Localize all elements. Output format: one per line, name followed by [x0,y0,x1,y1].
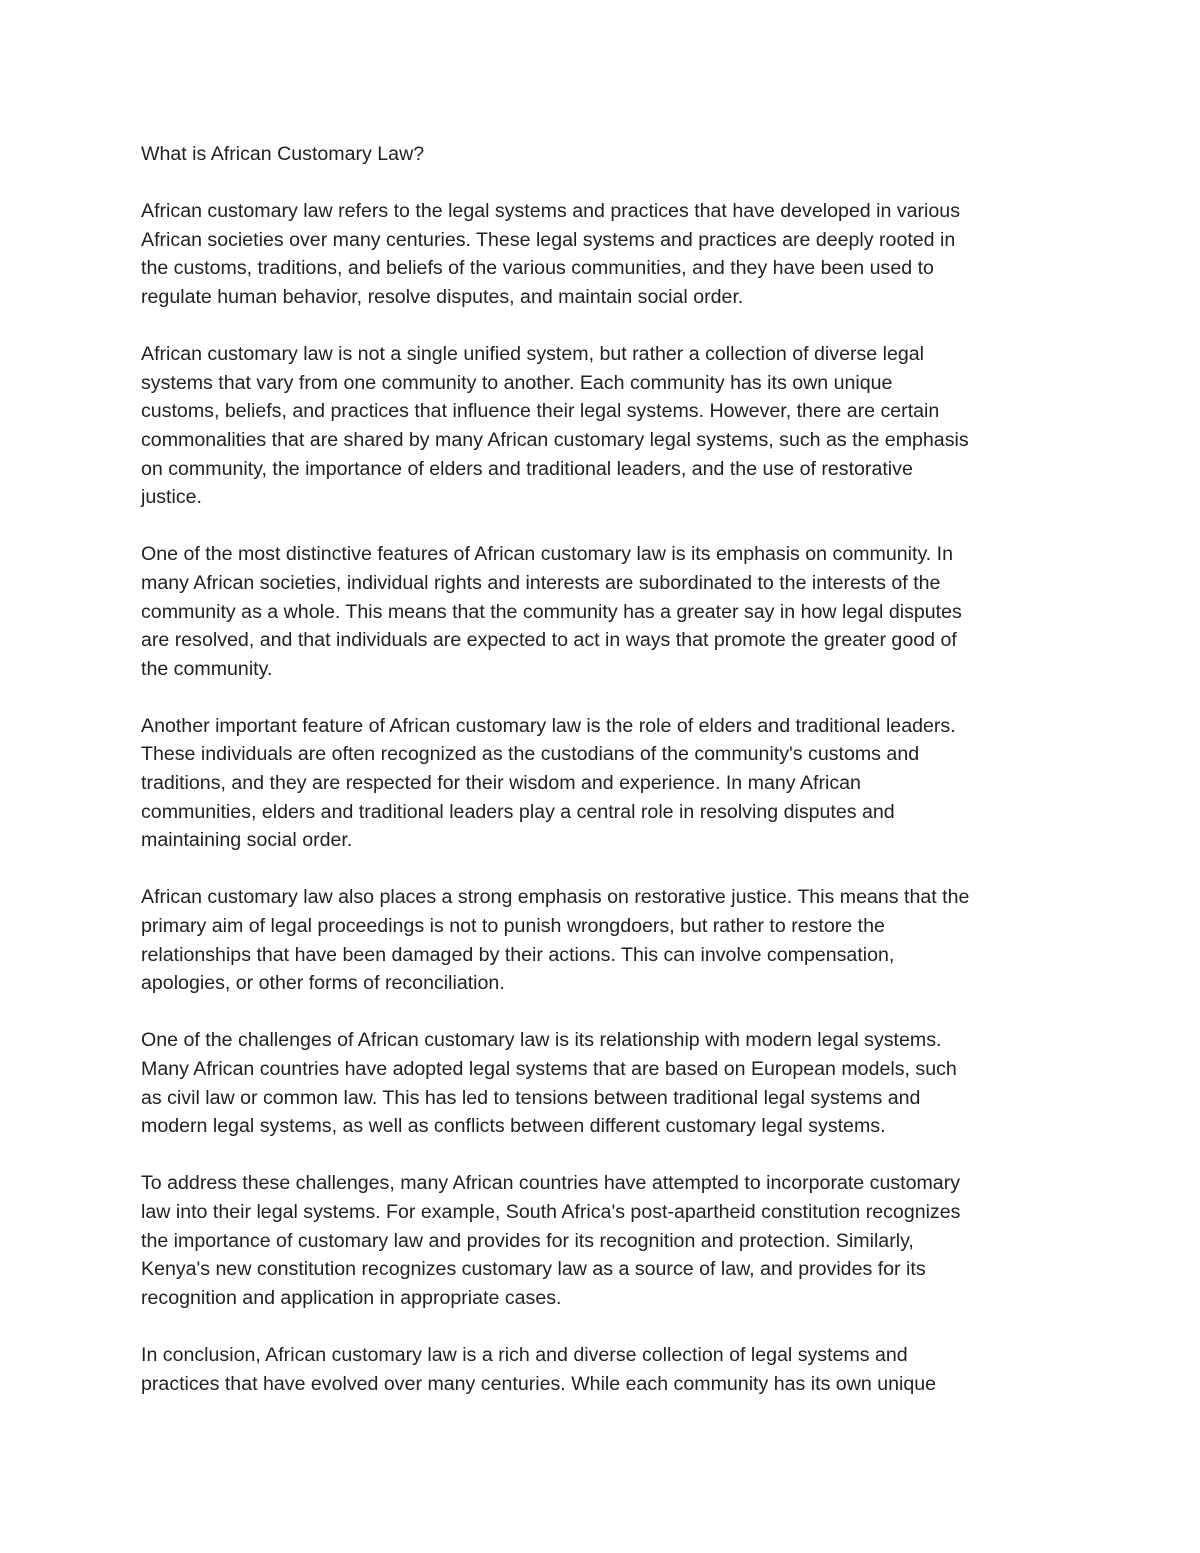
paragraph-spacer [141,998,1071,1027]
paragraph-line: Kenya's new constitution recognizes customary law as a source of law, and provides for its [141,1258,926,1281]
paragraph-line: as civil law or common law. This has led to tensions between traditional legal systems and [141,1086,921,1109]
paragraph-spacer [141,1141,1071,1170]
paragraph-line: African customary law also places a strong emphasis on restorative justice. This means that the [141,886,970,909]
paragraph-7 [141,1169,1071,1312]
paragraph-line: To address these challenges, many African countries have attempted to incorporate customary [141,1172,961,1195]
paragraph-8 [141,1341,1071,1398]
paragraph-line: on community, the importance of elders and traditional leaders, and the use of restorative [141,457,913,480]
paragraph-line: Another important feature of African customary law is the role of elders and traditional leaders. [141,714,956,737]
paragraph-line: modern legal systems, as well as conflicts between different customary legal systems. [141,1115,886,1138]
paragraph-line: African customary law is not a single unified system, but rather a collection of diverse legal [141,343,925,366]
paragraph-line: customs, beliefs, and practices that influence their legal systems. However, there are certain [141,400,940,423]
paragraph-spacer [141,683,1071,712]
paragraph-line: systems that vary from one community to another. Each community has its own unique [141,371,893,394]
paragraph-line: relationships that have been damaged by their actions. This can involve compensation, [141,943,895,966]
paragraph-line: community as a whole. This means that the community has a greater say in how legal disputes [141,600,962,623]
paragraph-line: primary aim of legal proceedings is not to punish wrongdoers, but rather to restore the [141,915,885,938]
paragraph-spacer [141,312,1071,341]
paragraph-line: Many African countries have adopted legal systems that are based on European models, such [141,1058,957,1080]
paragraph-line: are resolved, and that individuals are expected to act in ways that promote the greater good of [141,629,957,652]
paragraph-4 [141,712,1071,855]
document-body [141,140,1071,1398]
paragraph-line: African customary law refers to the legal systems and practices that have developed in various [141,200,960,223]
paragraph-line: commonalities that are shared by many African customary legal systems, such as the emphasis [141,428,969,451]
paragraph-line: the importance of customary law and provides for its recognition and protection. Similarly, [141,1229,914,1252]
paragraph-line: regulate human behavior, resolve disputes, and maintain social order. [141,285,744,308]
paragraph-line: law into their legal systems. For example, South Africa's post-apartheid constitution recognizes [141,1200,961,1223]
paragraph-line: the community. [141,657,273,680]
document-title: What is African Customary Law? [141,143,425,165]
paragraph-line: practices that have evolved over many centuries. While each community has its own unique [141,1372,937,1395]
paragraph-line: the customs, traditions, and beliefs of the various communities, and they have been used to [141,257,934,280]
paragraph-2 [141,340,1071,512]
paragraph-spacer [141,512,1071,541]
paragraph-line: One of the challenges of African customary law is its relationship with modern legal systems. [141,1029,942,1052]
paragraph-5 [141,883,1071,997]
paragraph-line: African societies over many centuries. These legal systems and practices are deeply rooted in [141,228,956,251]
paragraph-line: recognition and application in appropriate cases. [141,1286,562,1309]
paragraph-1 [141,197,1071,311]
paragraph-line: One of the most distinctive features of African customary law is its emphasis on community. In [141,543,954,566]
paragraph-line: communities, elders and traditional leaders play a central role in resolving disputes and [141,800,895,823]
paragraph-line: traditions, and they are respected for their wisdom and experience. In many African [141,772,861,795]
paragraph-line: maintaining social order. [141,829,353,852]
paragraph-line: justice. [141,486,202,509]
paragraph-line: many African societies, individual rights and interests are subordinated to the interests of the [141,571,941,594]
paragraph-spacer [141,169,1071,198]
paragraph-3 [141,540,1071,683]
paragraph-line: apologies, or other forms of reconciliation. [141,972,505,995]
paragraph-6 [141,1026,1071,1140]
paragraph-spacer [141,855,1071,884]
paragraph-line: In conclusion, African customary law is a rich and diverse collection of legal systems and [141,1343,908,1366]
paragraph-line: These individuals are often recognized as the custodians of the community's customs and [141,743,920,766]
paragraph-spacer [141,1312,1071,1341]
